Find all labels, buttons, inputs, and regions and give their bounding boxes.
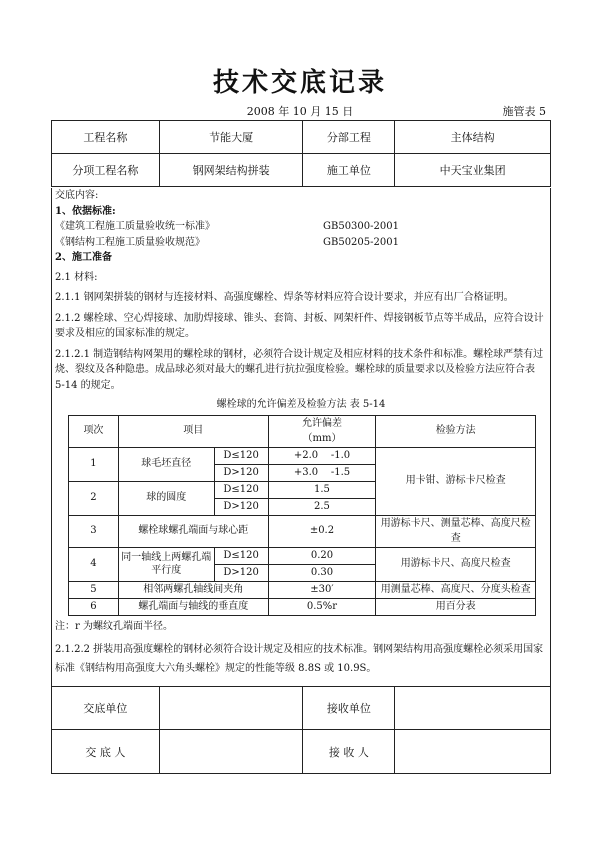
para-2-1-1: 2.1.1 钢网架拼装的钢材与连接材料、高强度螺栓、焊条等材料应符合设计要求，并应有出厂合格证明。 (55, 292, 514, 303)
contractor-label: 施工单位 (303, 154, 395, 187)
para-2-1-2-2: 2.1.2.2 拼装用高强度螺栓的钢材必须符合设计规定及相应的技术标准。钢网架结构用高强度螺栓必须采用国家标准《钢结构用高强度大六角头螺栓》规定的性能等级 8.8S 或 10.9S。 (55, 644, 544, 674)
row-no: 3 (69, 515, 119, 547)
section-prep-title: 2、施工准备 (55, 252, 112, 263)
table-row (69, 447, 536, 464)
disclosure-content (51, 188, 551, 687)
subproject-label: 分项工程名称 (52, 154, 160, 187)
row-method: 用游标卡尺、高度尺检查 (376, 547, 536, 581)
receiving-unit-value (395, 686, 551, 730)
row-tolerance: +2.0 -1.0 (268, 447, 376, 464)
standard-item (52, 235, 550, 251)
row-no: 6 (69, 598, 119, 615)
row-item: 螺栓球螺孔端面与球心距 (118, 515, 268, 547)
disclosing-unit-value (159, 686, 303, 730)
disclosing-unit-label: 交底单位 (52, 686, 160, 730)
row-item: 相邻两螺孔轴线间夹角 (118, 581, 268, 598)
project-info-table (51, 120, 551, 187)
project-info-row (52, 121, 551, 154)
standard-name: 《钢结构工程施工质量验收规范》 (55, 236, 205, 248)
col-header-method: 检验方法 (376, 415, 536, 447)
col-header-no: 项次 (69, 415, 119, 447)
standard-item (52, 219, 550, 235)
receiving-unit-label: 接收单位 (303, 686, 395, 730)
col-header-tolerance: 允许偏差 （mm） (268, 415, 376, 447)
row-method: 用卡钳、游标卡尺检查 (376, 447, 536, 515)
table-caption: 螺栓球的允许偏差及检验方法 表 5-14 (216, 399, 386, 410)
table-row (69, 547, 536, 564)
receiver-value (395, 730, 551, 774)
row-tolerance: +3.0 -1.5 (268, 464, 376, 481)
form-number: 施管表 5 (502, 105, 546, 118)
signature-row (52, 730, 551, 774)
row-item: 球的圆度 (118, 481, 214, 515)
row-tolerance: ±30′ (268, 581, 376, 598)
date: 2008 年 10 月 15 日 (246, 105, 354, 118)
table-row (69, 581, 536, 598)
row-item: 球毛坯直径 (118, 447, 214, 481)
row-tolerance: 0.20 (268, 547, 376, 564)
row-method: 用游标卡尺、测量芯棒、高度尺检查 (376, 515, 536, 547)
row-tolerance: 1.5 (268, 481, 376, 498)
row-condition: D>120 (214, 464, 268, 481)
standard-code: GB50205-2001 (323, 236, 399, 248)
division-value: 主体结构 (395, 121, 551, 154)
para-2-1-2-1: 2.1.2.1 制造钢结构网架用的螺栓球的钢材，必须符合设计规定及相应材料的技术条件和标准。螺栓球严禁有过烧、裂纹及各种隐患。成品球必须对最大的螺孔进行抗拉强度检验。螺栓球的质量要求以及检验方法应符合表 5-14 的规定。 (55, 348, 544, 391)
project-info-row (52, 154, 551, 187)
para-2-1-2: 2.1.2 螺栓球、空心焊接球、加肋焊接球、锥头、套筒、封板、网架杆件、焊接钢板节点等半成品，应符合设计要求及相应的国家标准的规定。 (55, 312, 544, 339)
discloser-label: 交 底 人 (52, 730, 160, 774)
row-tolerance: ±0.2 (268, 515, 376, 547)
contractor-value: 中天宝业集团 (395, 154, 551, 187)
table-row (69, 598, 536, 615)
table-note: 注：r 为螺纹孔端面半径。 (55, 620, 173, 632)
signature-row (52, 686, 551, 730)
row-no: 4 (69, 547, 119, 581)
row-tolerance: 0.5%r (268, 598, 376, 615)
standard-name: 《建筑工程施工质量验收统一标准》 (55, 221, 215, 232)
standard-code: GB50300-2001 (323, 221, 399, 232)
row-tolerance: 0.30 (268, 564, 376, 581)
row-no: 1 (69, 447, 119, 481)
row-condition: D>120 (214, 498, 268, 515)
row-method: 用百分表 (376, 598, 536, 615)
project-name-value: 节能大厦 (159, 121, 303, 154)
para-2-1: 2.1 材料: (55, 271, 98, 283)
discloser-value (159, 730, 303, 774)
table-row (69, 515, 536, 547)
project-name-label: 工程名称 (52, 121, 160, 154)
row-no: 5 (69, 581, 119, 598)
row-method: 用测量芯棒、高度尺、分度头检查 (376, 581, 536, 598)
row-condition: D≤120 (214, 547, 268, 564)
content-intro: 交底内容: (55, 190, 99, 201)
division-label: 分部工程 (303, 121, 395, 154)
row-no: 2 (69, 481, 119, 515)
signature-table (51, 686, 551, 774)
receiver-label: 接 收 人 (303, 730, 395, 774)
row-condition: D>120 (214, 564, 268, 581)
row-item: 同一轴线上两螺孔端平行度 (118, 547, 214, 581)
row-item: 螺孔端面与轴线的垂直度 (118, 598, 268, 615)
document-title: 技术交底记录 (212, 68, 387, 98)
section-basis-title: 1、依据标准: (55, 205, 116, 217)
tolerance-table (68, 415, 536, 616)
table-row (69, 415, 536, 447)
row-condition: D≤120 (214, 481, 268, 498)
subproject-value: 钢网架结构拼装 (159, 154, 303, 187)
col-header-item: 项目 (118, 415, 268, 447)
row-condition: D≤120 (214, 447, 268, 464)
row-tolerance: 2.5 (268, 498, 376, 515)
